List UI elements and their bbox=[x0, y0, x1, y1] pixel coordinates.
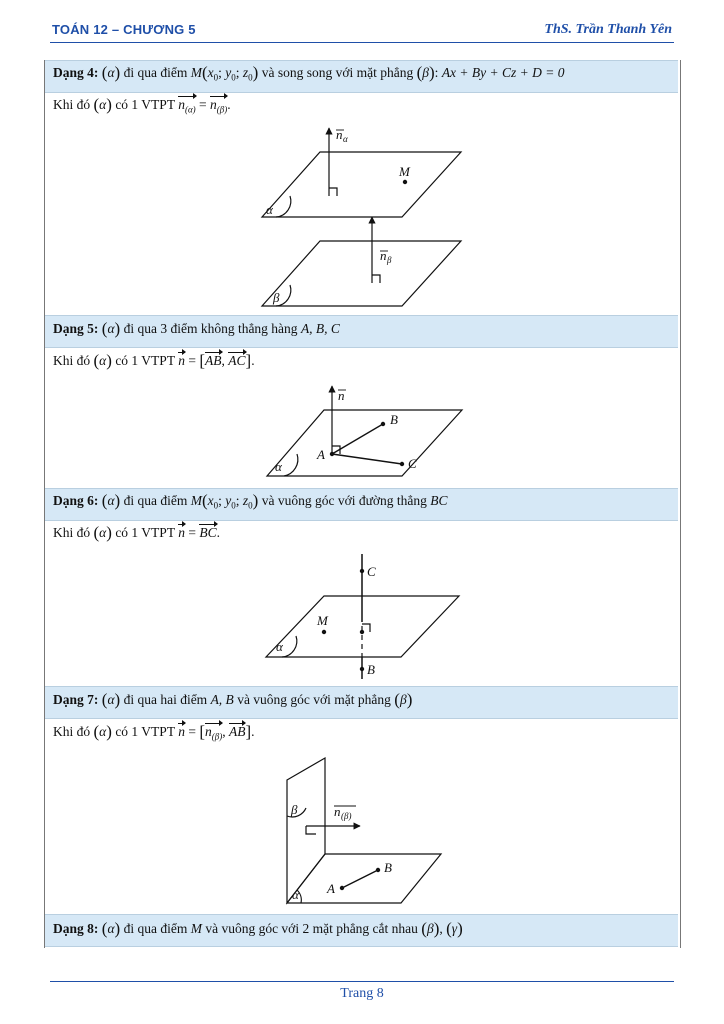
form7-points: A, B bbox=[210, 692, 234, 707]
header-author: ThS. Trần Thanh Yên bbox=[544, 22, 672, 37]
header-chapter-title: TOÁN 12 – CHƯƠNG 5 bbox=[52, 22, 196, 37]
label-n-beta-sub: (β) bbox=[341, 811, 352, 821]
form6-title-row: Dạng 6: (α) đi qua điểm $M(x_0$; $y_0$; $z_0$) và vuông góc với đường thẳng BC bbox=[53, 491, 448, 511]
label-A: A bbox=[327, 881, 335, 896]
form5-then-b: có 1 VTPT bbox=[115, 353, 175, 368]
plane-beta bbox=[262, 241, 461, 306]
label-M: M bbox=[317, 613, 328, 628]
label-B: B bbox=[384, 860, 392, 875]
form6-desc-a: đi qua điểm bbox=[123, 493, 188, 508]
form7-then-row: Khi đó (α) có 1 VTPT $n = [n_{(\beta)}$, AB]. bbox=[53, 722, 255, 747]
form5-title-row: Dạng 5: (α) đi qua 3 điểm không thẳng hàng A, B, C bbox=[53, 319, 340, 338]
label-n-alpha: n bbox=[336, 127, 343, 142]
point-intersection bbox=[360, 630, 364, 634]
label-alpha: α bbox=[266, 202, 273, 217]
form6-line-name: BC bbox=[430, 493, 448, 508]
page-number: Trang 8 bbox=[340, 986, 384, 1001]
form8-title: Dạng 8: bbox=[53, 921, 99, 936]
form6-then-b: có 1 VTPT bbox=[115, 525, 175, 540]
figure-form6 bbox=[266, 554, 459, 679]
form8-point: M bbox=[190, 921, 202, 936]
form5-desc-a: đi qua 3 điểm không thẳng hàng bbox=[123, 321, 298, 336]
label-alpha: α bbox=[275, 459, 282, 474]
form7-desc-a: đi qua hai điểm bbox=[123, 692, 208, 707]
form7-then-a: Khi đó bbox=[53, 724, 91, 739]
form6-desc-b: và vuông góc với đường thẳng bbox=[261, 493, 427, 508]
point-A bbox=[340, 886, 344, 890]
form4-then-b: có 1 VTPT bbox=[115, 97, 175, 112]
label-beta: β bbox=[291, 802, 298, 817]
label-n-beta: n bbox=[334, 804, 341, 819]
figure-form5 bbox=[267, 386, 462, 476]
point-B bbox=[376, 868, 380, 872]
point-C bbox=[400, 462, 404, 466]
label-alpha: α bbox=[276, 639, 283, 654]
point-A bbox=[330, 452, 334, 456]
form4-title: Dạng 4: bbox=[53, 65, 99, 80]
form4-then-row: Khi đó (α) có 1 VTPT $n_{(\alpha)} = n_{(\beta)}$. bbox=[53, 95, 231, 120]
form4-desc-a: đi qua điểm bbox=[123, 65, 188, 80]
segment-AB bbox=[342, 870, 378, 888]
right-angle-mark bbox=[306, 826, 316, 834]
form4-title-row: Dạng 4: (α) đi qua điểm $M(x_0$; $y_0$; $z_0$) và song song với mặt phẳng (β): Ax + By + Cz + D = 0 bbox=[53, 63, 565, 83]
label-n-beta: n bbox=[380, 248, 387, 263]
segment-AC bbox=[332, 454, 402, 464]
label-beta: β bbox=[273, 290, 280, 305]
label-n-alpha-sub: α bbox=[343, 134, 348, 144]
plane-alpha-horizontal bbox=[287, 854, 441, 903]
form7-title: Dạng 7: bbox=[53, 692, 99, 707]
point-M bbox=[403, 180, 407, 184]
right-angle-mark-beta bbox=[372, 275, 380, 283]
label-M: M bbox=[399, 164, 410, 179]
vector-arrow-icons bbox=[336, 130, 388, 251]
form6-title: Dạng 6: bbox=[53, 493, 99, 508]
form5-then-row: Khi đó (α) có 1 VTPT n = [AB, AC]. bbox=[53, 351, 255, 370]
figure-form7 bbox=[287, 758, 441, 903]
label-n-beta-sub: β bbox=[387, 255, 392, 265]
label-C: C bbox=[367, 564, 376, 579]
form7-desc-c: và vuông góc với mặt phẳng bbox=[237, 692, 391, 707]
point-C bbox=[360, 569, 364, 573]
point-M bbox=[322, 630, 326, 634]
label-n: n bbox=[338, 388, 345, 403]
angle-mark-alpha bbox=[282, 636, 297, 657]
form6-then-a: Khi đó bbox=[53, 525, 91, 540]
plane-alpha bbox=[262, 152, 461, 217]
form5-points: A, B, C bbox=[300, 321, 340, 336]
form4-plane-equation: Ax + By + Cz + D = 0 bbox=[441, 65, 565, 80]
segment-AB bbox=[332, 424, 383, 454]
form4-desc-b: và song song với mặt phẳng bbox=[261, 65, 414, 80]
form5-then-a: Khi đó bbox=[53, 353, 91, 368]
label-A: A bbox=[317, 447, 325, 462]
label-C: C bbox=[408, 456, 417, 471]
footer-rule bbox=[50, 981, 674, 982]
right-angle-mark-alpha bbox=[329, 188, 337, 196]
form6-then-row: Khi đó (α) có 1 VTPT n = BC. bbox=[53, 523, 220, 542]
figure-form4 bbox=[262, 127, 461, 306]
point-B bbox=[381, 422, 385, 426]
label-alpha: α bbox=[292, 887, 299, 902]
angle-mark-alpha bbox=[284, 454, 298, 476]
point-B bbox=[360, 667, 364, 671]
form8-desc-c: và vuông góc với 2 mặt phẳng cắt nhau bbox=[205, 921, 418, 936]
label-B: B bbox=[367, 662, 375, 677]
form7-then-b: có 1 VTPT bbox=[115, 724, 175, 739]
label-B: B bbox=[390, 412, 398, 427]
form4-then-a: Khi đó bbox=[53, 97, 91, 112]
form7-title-row: Dạng 7: (α) đi qua hai điểm A, B và vuông góc với mặt phẳng (β) bbox=[53, 690, 413, 709]
form5-title: Dạng 5: bbox=[53, 321, 99, 336]
form8-desc-a: đi qua điểm bbox=[123, 921, 188, 936]
form8-title-row: Dạng 8: (α) đi qua điểm M và vuông góc với 2 mặt phẳng cắt nhau (β), (γ) bbox=[53, 919, 463, 938]
